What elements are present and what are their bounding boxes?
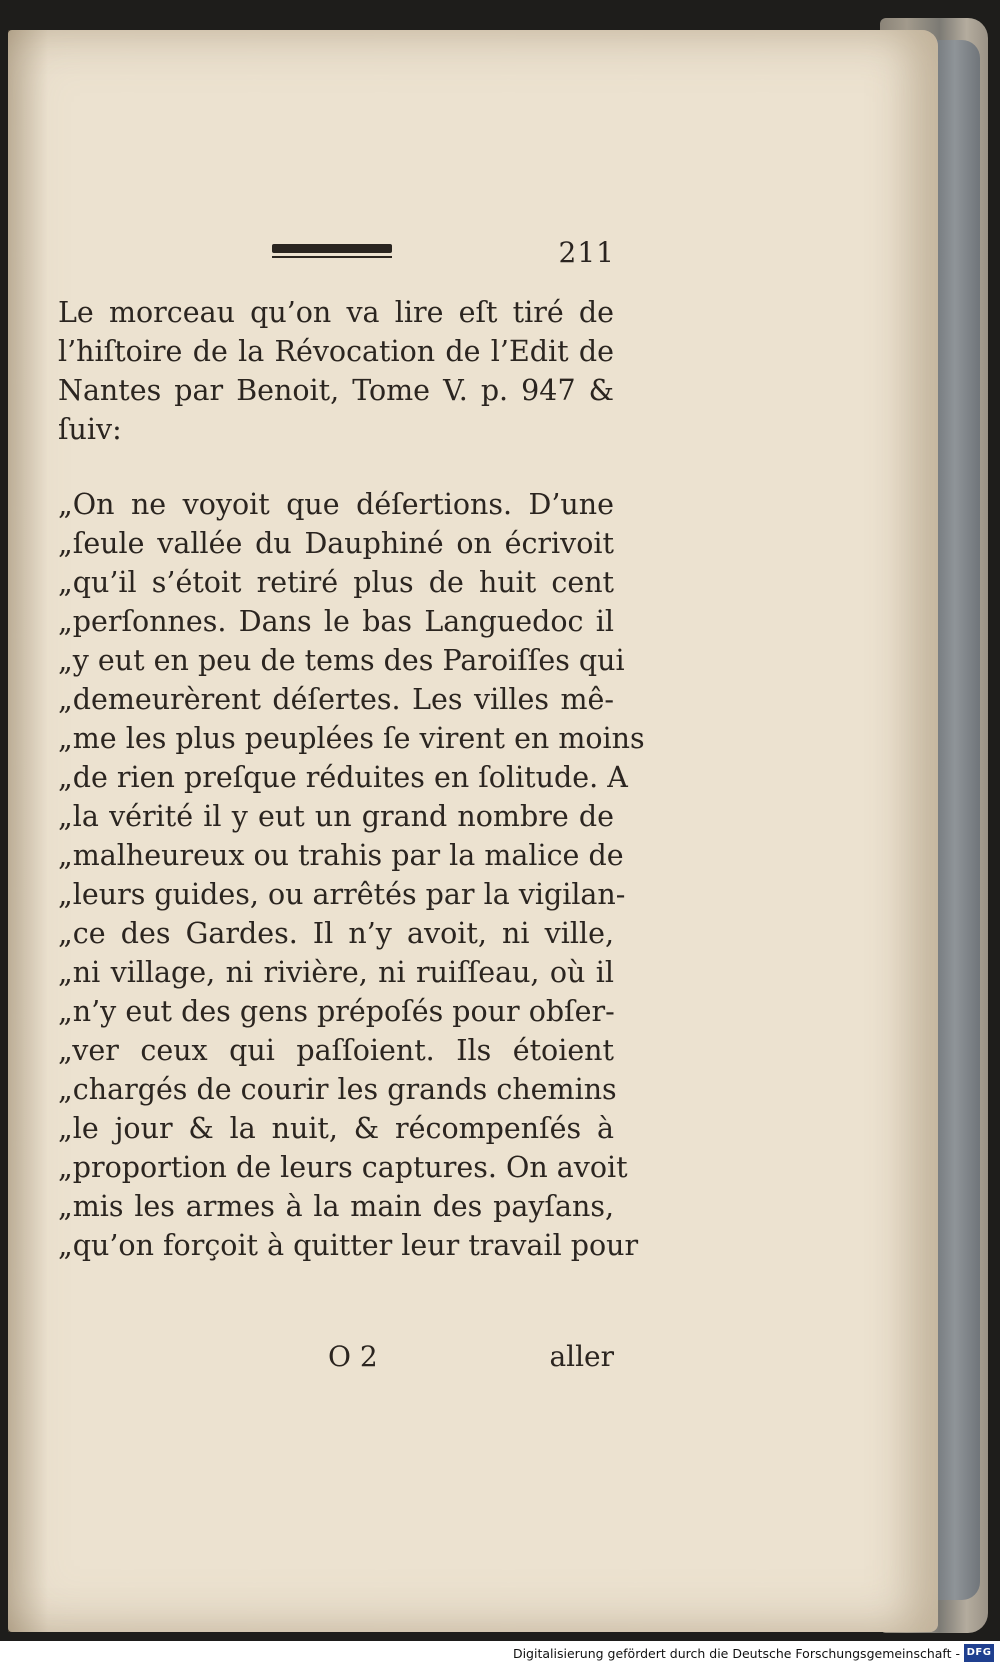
text-line: „ni village, ni rivière, ni ruiſſeau, où il bbox=[58, 956, 614, 989]
text-line: „malheureux ou trahis par la malice de bbox=[58, 839, 624, 872]
page-foot bbox=[58, 1340, 614, 1376]
text-line: „la vérité il y eut un grand nombre de bbox=[58, 800, 614, 833]
page-number: 211 bbox=[558, 236, 615, 269]
text-line: „y eut en peu de tems des Paroiſſes qui bbox=[58, 644, 625, 677]
catchword: aller bbox=[549, 1340, 614, 1373]
gutter-shadow bbox=[8, 30, 48, 1632]
header-ornament-rule bbox=[272, 244, 392, 253]
text-line: „de rien preſque réduites en ſolitude. A bbox=[58, 761, 628, 794]
text-line: „proportion de leurs captures. On avoit bbox=[58, 1151, 628, 1184]
text-line: „me les plus peuplées ſe virent en moins bbox=[58, 722, 645, 755]
text-line: Nantes par Benoit, Tome V. p. 947 & bbox=[58, 374, 614, 407]
text-line: Le morceau qu’on va lire eſt tiré de bbox=[58, 296, 614, 329]
text-line: „ce des Gardes. Il n’y avoit, ni ville, bbox=[58, 917, 614, 950]
text-line: „qu’il s’étoit retiré plus de huit cent bbox=[58, 566, 614, 599]
text-line: „perſonnes. Dans le bas Languedoc il bbox=[58, 605, 614, 638]
text-line: „le jour & la nuit, & récompenſés à bbox=[58, 1112, 614, 1145]
text-line: „mis les armes à la main des payſans, bbox=[58, 1190, 614, 1223]
text-line: „demeurèrent déſertes. Les villes mê- bbox=[58, 683, 614, 716]
funding-notice: Digitalisierung gefördert durch die Deutsche Forschungsgemeinschaft - bbox=[512, 1646, 960, 1661]
text-line: „ſeule vallée du Dauphiné on écrivoit bbox=[58, 527, 614, 560]
dfg-logo: DFG bbox=[964, 1644, 994, 1662]
text-line: ſuiv: bbox=[58, 413, 122, 446]
text-line: l’hiſtoire de la Révocation de l’Edit de bbox=[58, 335, 614, 368]
text-line: „leurs guides, ou arrêtés par la vigilan- bbox=[58, 878, 626, 911]
text-line: „ver ceux qui paſſoient. Ils étoient bbox=[58, 1034, 614, 1067]
header-ornament-rule-thin bbox=[272, 256, 392, 258]
text-line: „chargés de courir les grands chemins bbox=[58, 1073, 617, 1106]
text-line: „On ne voyoit que déſertions. D’une bbox=[58, 488, 614, 521]
text-line: „n’y eut des gens prépoſés pour obſer- bbox=[58, 995, 615, 1028]
text-line: „qu’on forçoit à quitter leur travail pour bbox=[58, 1229, 639, 1262]
signature-mark: O 2 bbox=[328, 1340, 378, 1373]
